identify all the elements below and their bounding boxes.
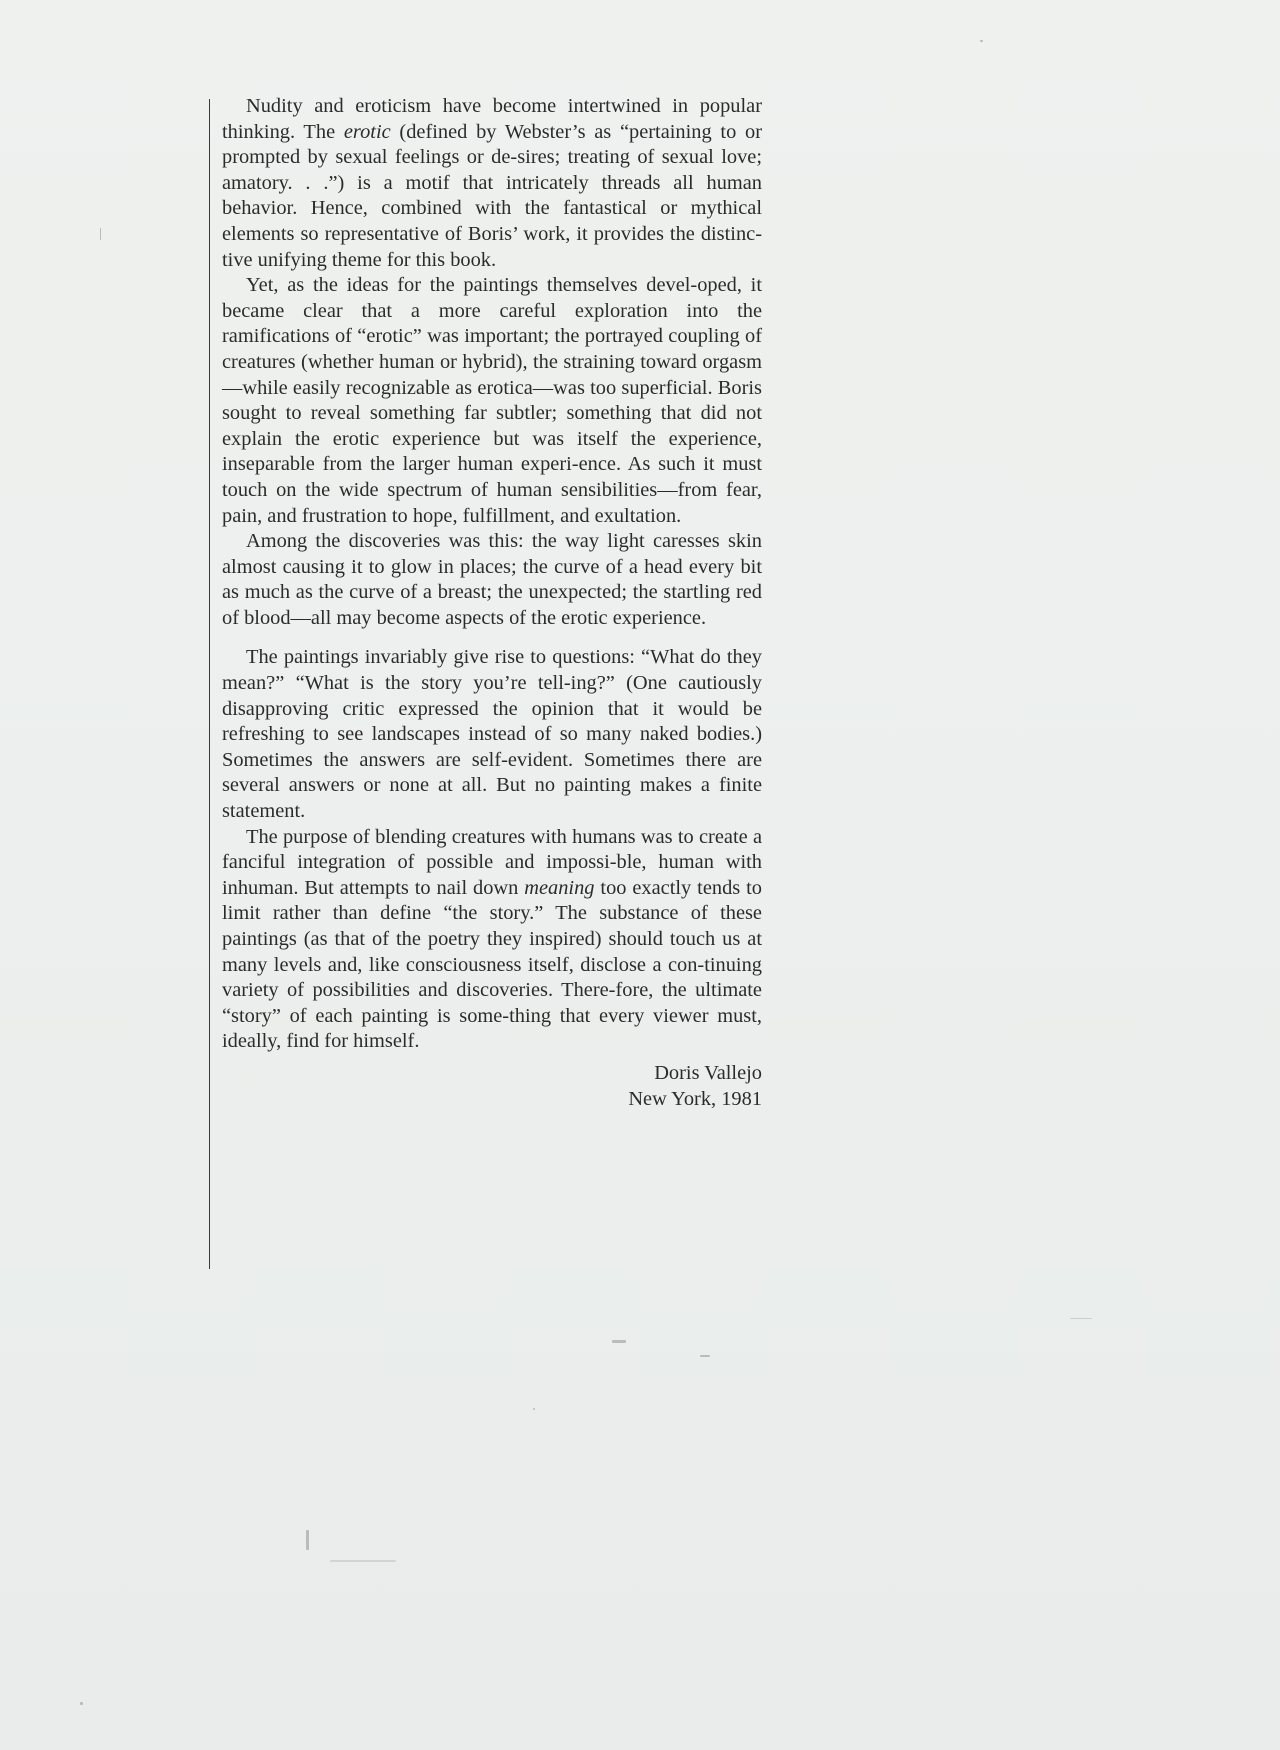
paper-speck [306, 1530, 309, 1550]
paragraph-5-text-b: too exactly tends to limit rather than define “the story.” The substance of these paintings (as that of the poetry they inspired) should touch us at many levels and, like consciousness itself, disclose a con-tinuing variety of possibilities and discoveries. There-fore, the ultimate “story” of each painting is some-thing that every viewer must, ideally, find for himself. [222, 876, 762, 1053]
paragraph-5-italic: meaning [524, 876, 595, 899]
paper-speck [330, 1560, 396, 1562]
essay-text [222, 94, 762, 1112]
paragraph-4: The paintings invariably give rise to questions: “What do they mean?” “What is the story you’re tell-ing?” (One cautiously disapproving critic expressed the opinion that it would be refreshing to see landscapes instead of so many naked bodies.) Sometimes the answers are self-evident. Sometimes there are several answers or none at all. But no painting makes a finite statement. [222, 646, 762, 823]
paper-speck [80, 1702, 83, 1705]
paragraph-1-italic: erotic [343, 120, 391, 143]
paragraph-5-text-a: The purpose of blending creatures with humans was to create a fanciful integration of possible and impossi-ble, human with inhuman. But attempts to nail down [222, 825, 762, 899]
paper-speck [700, 1355, 710, 1357]
paragraph-2: Yet, as the ideas for the paintings themselves devel-oped, it became clear that a more careful exploration into the ramifications of “erotic” was important; the portrayed coupling of creatures (whether human or hybrid), the straining toward orgasm—while easily recognizable as erotica—was too superficial. Boris sought to reveal something far subtler; something that did not explain the erotic experience but was itself the experience, inseparable from the larger human experi-ence. As such it must touch on the wide spectrum of human sensibilities—from fear, pain, and frustration to hope, fulfillment, and exultation. [222, 274, 762, 527]
paper-speck [533, 1408, 535, 1410]
paragraph-1-text-b: (defined by Webster’s as “pertaining to or prompted by sexual feelings or de-sires; treating of sexual love; amatory. . .”) is a motif that intricately threads all human behavior. Hence, combined with the fantastical or mythical elements so representative of Boris’ work, it provides the distinc-tive unifying theme for this book. [222, 120, 762, 271]
paper-speck [980, 40, 983, 42]
paragraph-1-text-a: Nudity and eroticism have become intertwined in popular thinking. The [222, 95, 762, 143]
paragraph-3: Among the discoveries was this: the way light caresses skin almost causing it to glow in places; the curve of a head every bit as much as the curve of a breast; the unexpected; the startling red of blood—all may become aspects of the erotic experience. [222, 530, 762, 629]
paragraph-1 [222, 94, 762, 273]
margin-rule [209, 99, 210, 1269]
signature-block [222, 1061, 762, 1112]
paragraph-5 [222, 825, 762, 1055]
paper-speck [612, 1340, 626, 1343]
paper-speck [100, 228, 101, 240]
place-date: New York, 1981 [628, 1087, 762, 1110]
author-name: Doris Vallejo [654, 1061, 762, 1084]
paper-speck [1070, 1318, 1092, 1319]
